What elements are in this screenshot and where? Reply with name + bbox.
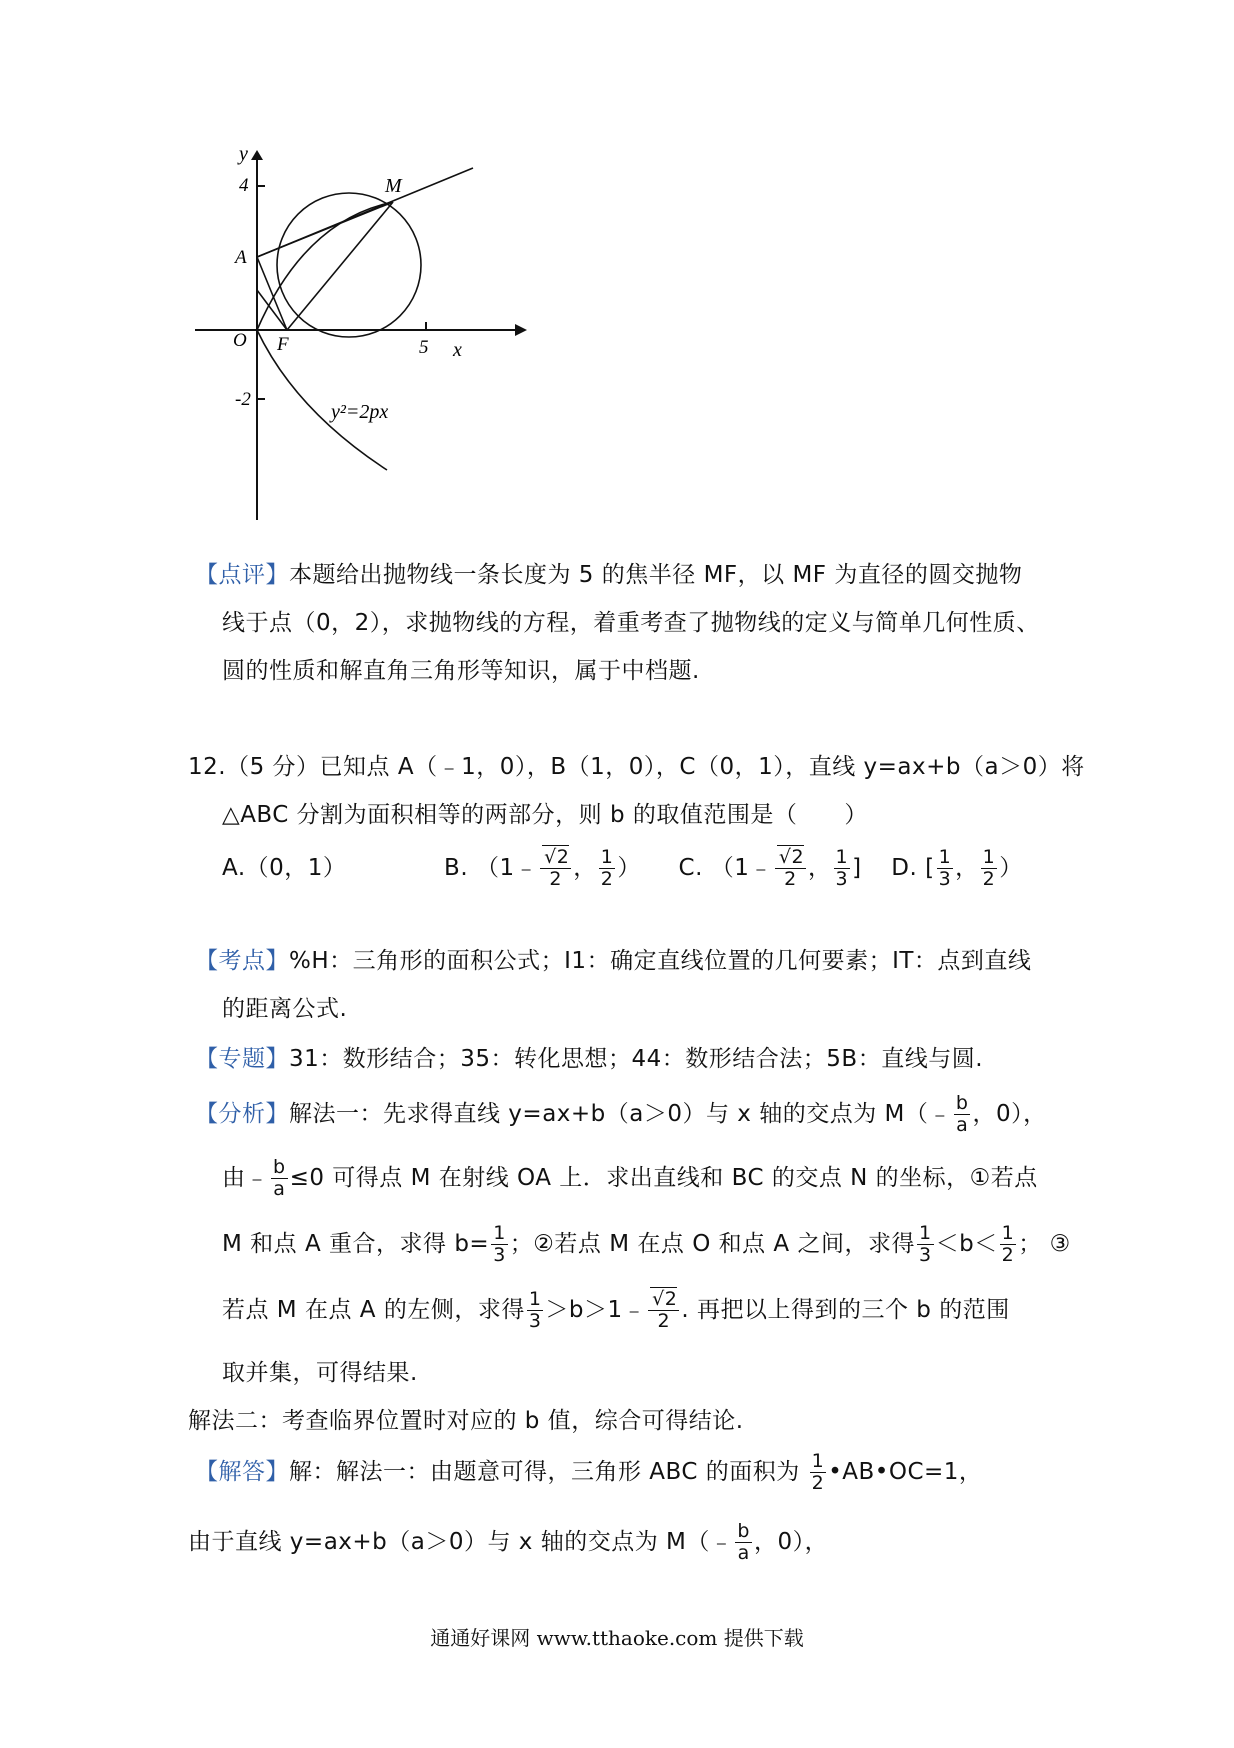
label-f: F bbox=[277, 334, 289, 355]
label-x: x bbox=[453, 339, 462, 361]
q12-line2: △ABC 分割为面积相等的两部分，则 b 的取值范围是（ ） bbox=[222, 802, 868, 828]
review-text1: 本题给出抛物线一条长度为 5 的焦半径 MF，以 MF 为直径的圆交抛物 bbox=[289, 562, 1023, 588]
line-fm bbox=[287, 202, 393, 330]
parabola-circle-figure bbox=[185, 150, 545, 530]
review-tag: 【点评】 bbox=[195, 562, 289, 588]
y-axis-arrow bbox=[251, 150, 263, 160]
jieda-line2: 由于直线 y=ax+b（a＞0）与 x 轴的交点为 M（﹣ $\frac{b}{a}$ ，0）， bbox=[188, 1520, 829, 1564]
label-5: 5 bbox=[419, 337, 429, 358]
q12-options bbox=[222, 842, 1023, 894]
review-line2: 线于点（0，2），求抛物线的方程，着重考查了抛物线的定义与简单几何性质、 bbox=[222, 610, 1040, 636]
label-neg2: -2 bbox=[235, 389, 251, 410]
kaodian-line2: 的距离公式. bbox=[222, 996, 348, 1022]
option-d-value: [ $\frac{1}{3}$ ， $\frac{1}{2}$ ） bbox=[925, 846, 1023, 890]
option-d-label: D. bbox=[891, 855, 918, 881]
jieda-line1: 【解答】解：解法一：由题意可得，三角形 ABC 的面积为 $\frac{1}{2}$ •AB•OC=1， bbox=[195, 1450, 983, 1494]
method2-line: 解法二：考查临界位置时对应的 b 值，综合可得结论. bbox=[188, 1408, 744, 1434]
zhuanti-line bbox=[195, 1044, 983, 1074]
kaodian-text1: %H：三角形的面积公式；I1：确定直线位置的几何要素；IT：点到直线 bbox=[289, 948, 1032, 974]
label-y: y bbox=[239, 150, 248, 165]
option-a: A.（0，1） bbox=[222, 855, 347, 881]
zhuanti-tag: 【专题】 bbox=[195, 1046, 289, 1072]
kaodian-tag: 【考点】 bbox=[195, 948, 289, 974]
option-c-label: C. bbox=[678, 855, 703, 881]
option-b-label: B. bbox=[444, 855, 469, 881]
option-b-value: （1﹣ $\frac{√2}{2}$ ， $\frac{1}{2}$ ） bbox=[475, 846, 641, 890]
label-m: M bbox=[385, 175, 402, 197]
line-af2 bbox=[257, 290, 287, 330]
fenxi-line4: 若点 M 在点 A 的左侧，求得 $\frac{1}{3}$ ＞b＞1﹣ $\frac{√2}{2}$ . 再把以上得到的三个 b 的范围 bbox=[222, 1288, 1010, 1332]
label-o: O bbox=[233, 330, 247, 351]
jieda-tag: 【解答】 bbox=[195, 1459, 289, 1485]
fenxi-line5: 取并集，可得结果. bbox=[222, 1360, 418, 1386]
zhuanti-text: 31：数形结合；35：转化思想；44：数形结合法；5B：直线与圆. bbox=[289, 1046, 984, 1072]
review-line3: 圆的性质和解直角三角形等知识，属于中档题. bbox=[222, 658, 700, 684]
q12-line1: 12.（5 分）已知点 A（﹣1，0），B（1，0），C（0，1），直线 y=ax+b（a＞0）将 bbox=[188, 754, 1085, 780]
fenxi-line2: 由﹣ $\frac{b}{a}$ ≤0 可得点 M 在射线 OA 上．求出直线和 BC 的交点 N 的坐标，①若点 bbox=[222, 1156, 1038, 1200]
label-4: 4 bbox=[239, 175, 249, 196]
option-c-value: （1﹣ $\frac{√2}{2}$ ， $\frac{1}{3}$ ] bbox=[710, 846, 862, 890]
label-curve-equation: y²=2px bbox=[331, 401, 389, 423]
review-line1 bbox=[195, 560, 1022, 590]
x-axis-arrow bbox=[515, 324, 527, 336]
label-a: A bbox=[235, 247, 247, 268]
line-am bbox=[257, 202, 393, 257]
kaodian-line1 bbox=[195, 946, 1031, 976]
fenxi-line3: M 和点 A 重合，求得 b= $\frac{1}{3}$ ；②若点 M 在点 O 和点 A 之间，求得 $\frac{1}{3}$ ＜b＜ $\frac{1}{2}$ ； ③ bbox=[222, 1222, 1071, 1266]
fenxi-tag: 【分析】 bbox=[195, 1101, 289, 1127]
fenxi-line1: 【分析】解法一：先求得直线 y=ax+b（a＞0）与 x 轴的交点为 M（﹣ $\frac{b}{a}$ ，0）， bbox=[195, 1092, 1047, 1136]
page-footer: 通通好课网 www.tthaoke.com 提供下载 bbox=[430, 1626, 804, 1650]
